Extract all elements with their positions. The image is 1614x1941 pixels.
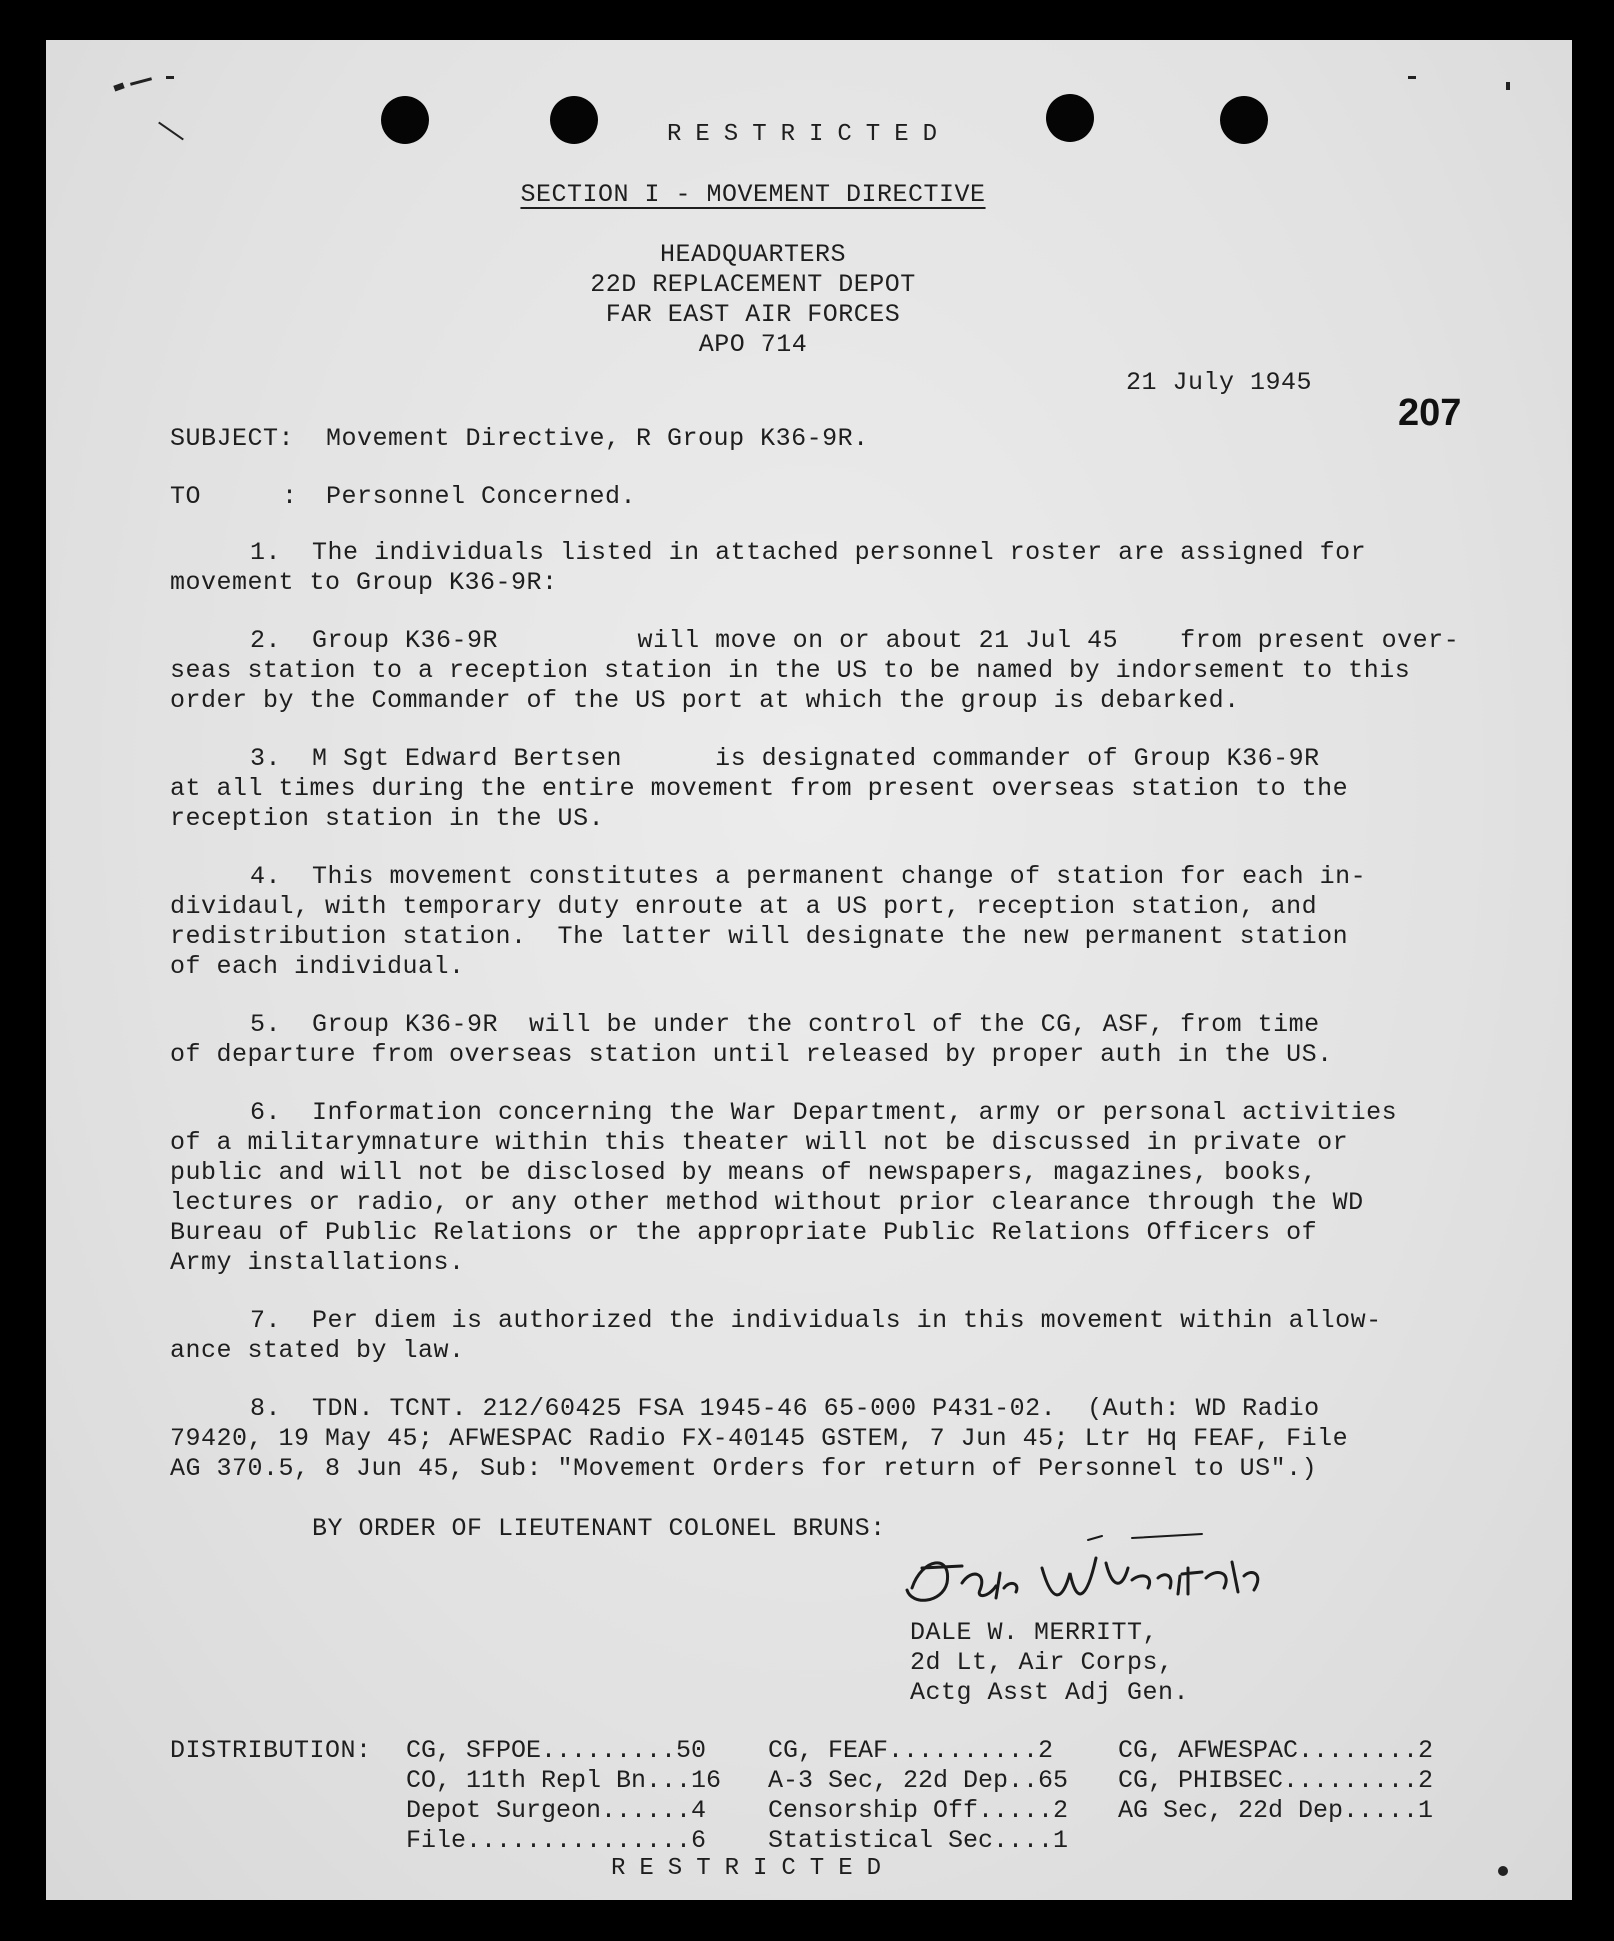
paragraph-line: 8. TDN. TCNT. 212/60425 FSA 1945-46 65-000 P431-02. (Auth: WD Radio [250,1394,1320,1423]
paragraph-line: 5. Group K36-9R will be under the control of the CG, ASF, from time [250,1010,1320,1039]
paragraph-line: 1. The individuals listed in attached personnel roster are assigned for [250,538,1367,567]
distribution-label: DISTRIBUTION: [170,1736,372,1765]
paragraph-line: Army installations. [170,1248,465,1277]
to-label: TO [170,482,202,511]
document-page [46,40,1572,1900]
distribution-table [406,1736,1433,1856]
distribution-entry: Depot Surgeon......4 [406,1796,707,1825]
table-row [406,1736,1433,1766]
document-date: 21 July 1945 [1126,368,1313,397]
distribution-entry: File...............6 [406,1826,707,1855]
paragraph-line: ance stated by law. [170,1336,465,1365]
hq-line: 22D REPLACEMENT DEPOT [590,270,916,299]
paragraph-line: 4. This movement constitutes a permanent change of station for each in- [250,862,1367,891]
distribution-entry: Statistical Sec....1 [768,1826,1069,1855]
hq-line: HEADQUARTERS [659,240,847,269]
table-row [406,1826,1433,1856]
to-colon: : [282,482,298,511]
section-title: SECTION I - MOVEMENT DIRECTIVE [520,180,986,209]
page-number: 207 [1398,392,1462,434]
to-text: Personnel Concerned. [326,482,637,511]
distribution-entry [1118,1826,1433,1856]
hq-line: FAR EAST AIR FORCES [605,300,901,329]
subject-text: Movement Directive, R Group K36-9R. [326,424,869,453]
signature-rank: 2d Lt, Air Corps, [910,1648,1174,1677]
paragraph-line: of departure from overseas station until released by proper auth in the US. [170,1040,1333,1069]
distribution-entry: CG, FEAF..........2 [768,1736,1054,1765]
signature-name: DALE W. MERRITT, [910,1618,1159,1647]
paragraph-line: AG 370.5, 8 Jun 45, Sub: "Movement Orders for return of Personnel to US".) [170,1454,1318,1483]
paragraph-line: 7. Per diem is authorized the individuals in this movement within allow- [250,1306,1382,1335]
distribution-entry: Censorship Off.....2 [768,1796,1069,1825]
table-row [406,1796,1433,1826]
table-row [406,1766,1433,1796]
distribution-entry: AG Sec, 22d Dep.....1 [1118,1796,1434,1825]
distribution-entry: CG, PHIBSEC.........2 [1118,1766,1434,1795]
restricted-bottom: RESTRICTED [610,1855,896,1882]
paragraph-line: at all times during the entire movement from present overseas station to the [170,774,1349,803]
distribution-entry: A-3 Sec, 22d Dep..65 [768,1766,1069,1795]
distribution-entry: CG, AFWESPAC........2 [1118,1736,1434,1765]
handwritten-signature [892,1528,1332,1618]
distribution-entry: CO, 11th Repl Bn...16 [406,1766,722,1795]
paragraph-line: reception station in the US. [170,804,605,833]
subject-label: SUBJECT: [170,424,295,453]
paragraph-line: 2. Group K36-9R will move on or about 21 Jul 45 from present over- [250,626,1460,655]
paragraph-line: dividaul, with temporary duty enroute at a US port, reception station, and [170,892,1318,921]
paragraph-line: movement to Group K36-9R: [170,568,558,597]
paragraph-line: 3. M Sgt Edward Bertsen is designated commander of Group K36-9R [250,744,1320,773]
distribution-entry: CG, SFPOE.........50 [406,1736,707,1765]
hq-line: APO 714 [698,330,808,359]
paragraph-line: order by the Commander of the US port at which the group is debarked. [170,686,1240,715]
paragraph-line: Bureau of Public Relations or the appropriate Public Relations Officers of [170,1218,1318,1247]
paragraph-line: seas station to a reception station in the US to be named by indorsement to this [170,656,1411,685]
paragraph-line: of each individual. [170,952,465,981]
paragraph-line: 79420, 19 May 45; AFWESPAC Radio FX-40145 GSTEM, 7 Jun 45; Ltr Hq FEAF, File [170,1424,1349,1453]
signature-title: Actg Asst Adj Gen. [910,1678,1190,1707]
restricted-top: RESTRICTED [666,121,952,148]
paragraph-line: public and will not be disclosed by means of newspapers, magazines, books, [170,1158,1318,1187]
paragraph-line: redistribution station. The latter will designate the new permanent station [170,922,1349,951]
paragraph-line: lectures or radio, or any other method without prior clearance through the WD [170,1188,1364,1217]
order-line: BY ORDER OF LIEUTENANT COLONEL BRUNS: [312,1514,886,1543]
paragraph-line: of a militarymnature within this theater will not be discussed in private or [170,1128,1349,1157]
paragraph-line: 6. Information concerning the War Department, army or personal activities [250,1098,1398,1127]
